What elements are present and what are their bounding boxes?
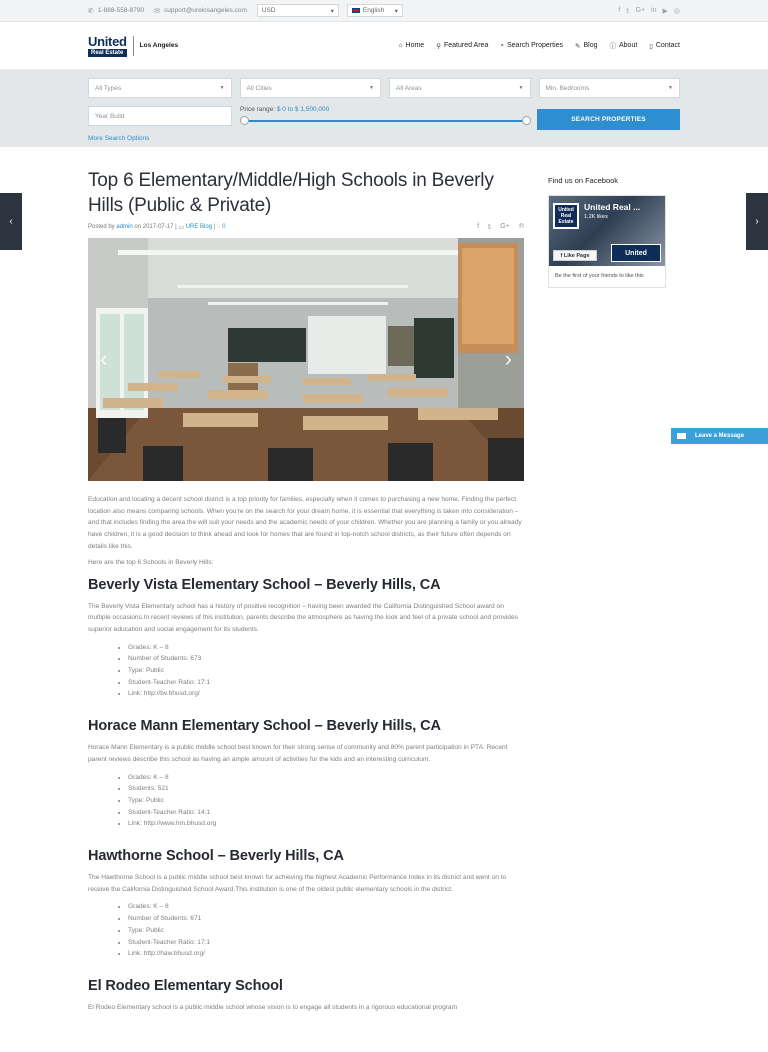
cities-value: All Cities	[246, 84, 272, 92]
leave-message-label: Leave a Message	[695, 433, 745, 439]
nav-search-label: Search Properties	[507, 42, 564, 49]
top-bar	[0, 0, 768, 22]
facebook-like-page-button[interactable]	[553, 250, 597, 261]
envelope-icon	[677, 433, 686, 439]
school-fact: • Type: Public	[128, 925, 524, 937]
meta-on: on	[134, 224, 142, 230]
types-value: All Types	[95, 84, 122, 92]
school-fact: • Type: Public	[128, 795, 524, 807]
nav-contact[interactable]	[649, 41, 680, 50]
facebook-share-icon[interactable]: f	[477, 223, 480, 230]
folder-icon: ▭	[178, 224, 185, 231]
school-facts	[128, 901, 524, 960]
language-select[interactable]	[347, 4, 403, 17]
price-range	[240, 106, 531, 126]
phone-icon: ▯	[649, 42, 653, 50]
cities-select[interactable]	[240, 78, 382, 98]
prev-post-arrow[interactable]	[0, 193, 22, 250]
facebook-friends-text: Be the first of your friends to like this	[555, 273, 644, 279]
school-fact: • Student-Teacher Ratio: 17:1	[128, 677, 524, 689]
facebook-page-widget	[548, 195, 666, 288]
types-select[interactable]	[88, 78, 232, 98]
home-icon: ⌂	[398, 42, 403, 49]
next-post-arrow[interactable]	[746, 193, 768, 250]
phone-icon: ✆	[88, 7, 94, 15]
nav-home-label: Home	[405, 42, 425, 49]
facebook-cover[interactable]	[549, 196, 665, 266]
classroom-illustration	[88, 238, 524, 481]
logo-subtitle: Real Estate	[88, 49, 127, 57]
nav-blog-label: Blog	[583, 42, 598, 49]
facebook-like-count: 1.2K likes	[584, 214, 608, 220]
bedrooms-select[interactable]	[539, 78, 681, 98]
school-heading: El Rodeo Elementary School	[88, 977, 283, 994]
like-page-label: Like Page	[563, 252, 590, 259]
school-fact: • Number of Students: 671	[128, 913, 524, 925]
school-fact: • Grades: K – 8	[128, 901, 524, 913]
slider-prev-icon[interactable]: ‹	[100, 346, 108, 371]
school-description: El Rodeo Elementary school is a public middle school whose vision is to engage all students in a rigorous educational program	[88, 1003, 458, 1011]
site-logo[interactable]	[88, 35, 178, 57]
main-nav	[399, 41, 680, 50]
school-description: The Hawthorne School is a public middle school best known for achieving the highest Academic Performance Index in its district and went on to receive the California Distinguished School Award.This institution is one of the oldest public elementary schools in the district.	[88, 874, 507, 893]
edit-icon: ✎	[575, 42, 581, 50]
price-range-label: Price range:	[240, 106, 276, 113]
email-contact[interactable]	[154, 7, 247, 15]
post-lead: Here are the top 6 Schools in Beverly Hills:	[88, 558, 214, 566]
school-facts	[128, 642, 524, 701]
chevron-down-icon: ▾	[394, 7, 398, 15]
google-plus-icon[interactable]: G+	[635, 6, 646, 14]
chevron-down-icon: ▼	[668, 85, 673, 91]
sidebar	[548, 176, 668, 288]
price-range-value: $ 0 to $ 1,500,000	[276, 106, 330, 113]
phone-contact[interactable]	[88, 7, 144, 15]
twitter-icon[interactable]: 𝕥	[626, 7, 630, 15]
chevron-right-icon: ›	[755, 216, 759, 227]
price-max-handle[interactable]	[522, 116, 531, 125]
twitter-share-icon[interactable]: 𝕥	[488, 224, 492, 231]
site-header	[0, 22, 768, 70]
facebook-brand-tag: United	[611, 244, 661, 262]
facebook-page-logo	[553, 203, 579, 229]
language-value: English	[362, 7, 385, 14]
featured-image-classroom	[88, 238, 524, 481]
youtube-icon[interactable]: ▶	[662, 7, 668, 15]
post-comments-count[interactable]: 0	[222, 224, 226, 230]
meta-prefix: Posted by	[88, 224, 115, 230]
facebook-icon: f	[560, 252, 564, 259]
pinterest-share-icon[interactable]: ℗	[518, 223, 524, 230]
share-links	[477, 223, 524, 231]
facebook-logo-text: United Real Estate	[558, 207, 574, 225]
facebook-widget-title: Find us on Facebook	[548, 176, 619, 185]
facebook-page-name[interactable]: United Real ...	[584, 202, 641, 212]
school-fact-link[interactable]: • Link: http://www.hm.bhusd.org	[128, 818, 524, 830]
nav-about[interactable]	[610, 41, 638, 50]
chevron-left-icon: ‹	[9, 216, 13, 227]
logo-divider	[133, 36, 134, 56]
post-intro: Education and locating a decent school district is a top priority for families, especially when it comes to purchasing a new home. Finding the perfect location also means comparing schools. When you're on the search for your dream home, it is essential that everything is taken into consideration – and that includes finding the area the will suit your needs and the academic needs of your children. Whether you are planning a family or you already have children, it is a good decision to think ahead and look for homes that are found in top-notch school districts, as their future often depends on details like this.	[88, 496, 522, 550]
leave-message-widget[interactable]	[671, 428, 768, 444]
search-icon: ⌕	[500, 41, 504, 49]
nav-blog[interactable]	[575, 41, 597, 50]
nav-about-label: About	[619, 42, 638, 49]
instagram-icon[interactable]: ◎	[673, 7, 680, 15]
bedrooms-value: Min. Bedrooms	[545, 84, 590, 92]
post-meta: Posted by admin on 2017-07-17 | ▭ URE Blog | ◌ 0 f 𝕥 G+ ℗	[88, 223, 524, 231]
logo-city: Los Angeles	[139, 42, 179, 49]
post-title: Top 6 Elementary/Middle/High Schools in Beverly Hills (Public & Private)	[88, 170, 494, 216]
nav-contact-label: Contact	[655, 42, 680, 49]
school-description: The Beverly Vista Elementary school has a history of positive recognition – having been awarded the California Distinguished School award on multiple occasions.In recent reviews of this institution, parents describe the atmosphere as having the look and feel of a private school and provides superior education and social engagement for its students.	[88, 602, 518, 633]
logo-united: United	[88, 33, 127, 49]
school-heading: Horace Mann Elementary School – Beverly Hills, CA	[88, 718, 441, 735]
nav-search-properties[interactable]	[500, 41, 563, 50]
year-build-placeholder: Year Build	[95, 112, 125, 120]
school-fact: • Grades: K – 8	[128, 772, 524, 784]
currency-select[interactable]	[257, 4, 339, 17]
price-min-handle[interactable]	[240, 116, 249, 125]
envelope-icon: ✉	[154, 7, 161, 15]
facebook-icon[interactable]: f	[618, 6, 621, 14]
chevron-down-icon: ▼	[518, 85, 524, 91]
social-links	[618, 7, 680, 15]
school-fact: • Number of Students: 673	[128, 653, 524, 665]
school-fact: • Student-Teacher Ratio: 17:1	[128, 937, 524, 949]
areas-select[interactable]	[389, 78, 531, 98]
price-slider-track	[244, 120, 527, 122]
post-date: 2017-07-17	[142, 224, 174, 230]
nav-featured-label: Featured Area	[443, 42, 489, 49]
linkedin-icon[interactable]: in	[651, 6, 657, 14]
property-search	[0, 70, 768, 147]
slider-next-icon[interactable]: ›	[504, 346, 512, 371]
chevron-down-icon: ▼	[219, 85, 225, 91]
more-search-options-link[interactable]: More Search Options	[88, 135, 150, 142]
areas-value: All Areas	[396, 84, 422, 92]
school-fact: • Type: Public	[128, 665, 524, 677]
phone-number: 1-888-558-8790	[97, 7, 145, 14]
school-heading: Beverly Vista Elementary School – Beverly Hills, CA	[88, 576, 441, 593]
email-address: support@urelosangeles.com	[164, 7, 247, 14]
info-icon: ⓘ	[609, 43, 616, 50]
chevron-down-icon: ▼	[369, 85, 374, 91]
search-properties-button[interactable]: SEARCH PROPERTIES	[537, 109, 680, 130]
nav-featured-area[interactable]	[436, 41, 488, 50]
nav-home[interactable]	[399, 41, 425, 50]
school-heading: Hawthorne School – Beverly Hills, CA	[88, 848, 344, 865]
uk-flag-icon	[352, 8, 360, 13]
comment-icon: ◌	[216, 224, 221, 230]
post-category[interactable]: URE Blog	[185, 224, 213, 230]
map-pin-icon: ⚲	[436, 42, 441, 50]
school-facts	[128, 772, 524, 831]
school-fact-link[interactable]: • Link: http://haw.bhusd.org/	[128, 948, 524, 960]
school-fact: • Grades: K – 8	[128, 642, 524, 654]
year-build-input[interactable]	[88, 106, 232, 126]
chevron-down-icon: ▾	[330, 7, 334, 15]
school-fact-link[interactable]: • Link: http://bv.bhusd.org/	[128, 688, 524, 700]
blog-post	[88, 168, 524, 1014]
school-fact: • Students: 521	[128, 783, 524, 795]
school-description: Horace Mann Elementary is a public middle school best known for their strong sense of community and 80% parent participation in PTA. Recent parent reviews describe this school as having an ample amount of activities for the kids and an interesting curriculum.	[88, 744, 508, 763]
price-slider[interactable]	[240, 116, 531, 126]
post-author[interactable]: admin	[116, 224, 133, 230]
school-fact: • Student-Teacher Ratio: 14:1	[128, 807, 524, 819]
google-plus-share-icon[interactable]: G+	[500, 223, 510, 230]
currency-value: USD	[261, 7, 276, 14]
